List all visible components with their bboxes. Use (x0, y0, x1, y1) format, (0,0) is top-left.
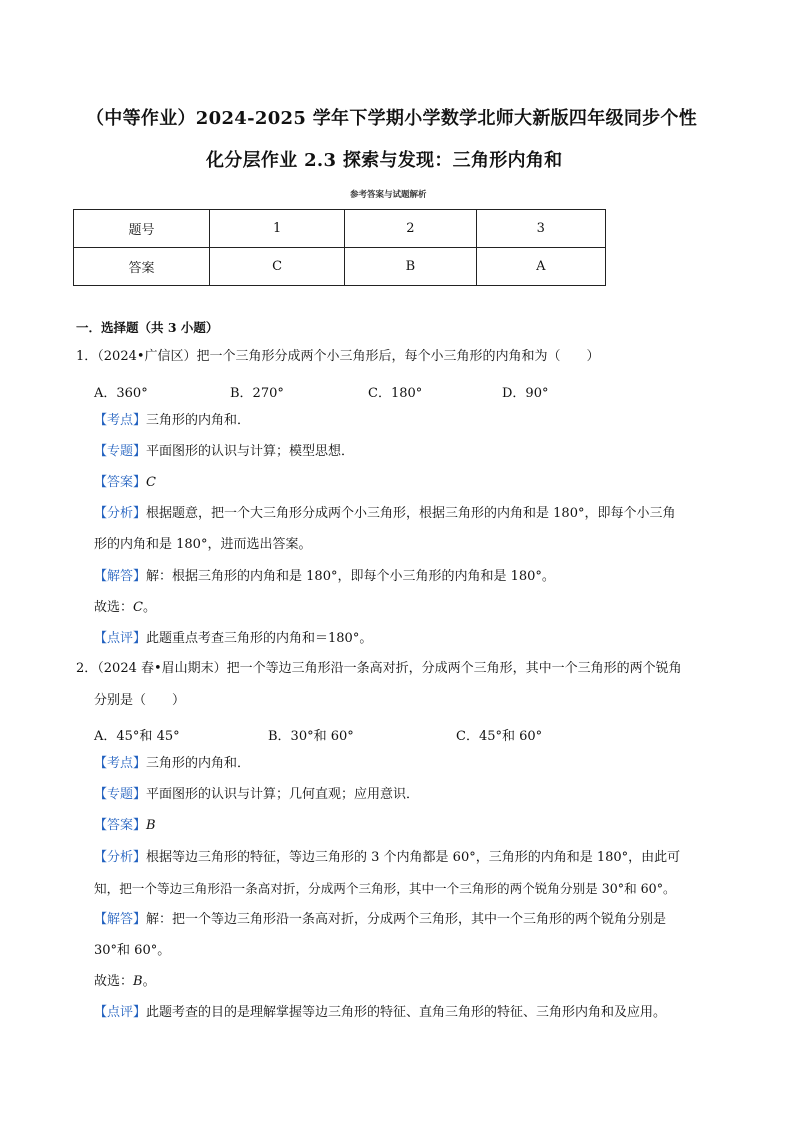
table-cell: 1 (210, 210, 345, 248)
table-cell: 3 (476, 210, 605, 248)
q2-option-b: B．30°和 60° (268, 729, 354, 744)
q2-dianping: 【点评】此题考查的目的是理解掌握等边三角形的特征、直角三角形的特征、三角形内角和及应用。 (94, 1005, 667, 1020)
label-tag: 【分析】 (94, 506, 147, 521)
q2-kaodian: 【考点】三角形的内角和． (94, 756, 251, 771)
q2-fenxi-line1: 【分析】根据等边三角形的特征，等边三角形的 3 个内角都是 60°，三角形的内角和是 180°，由此可 (94, 850, 681, 865)
label-tag: 【点评】 (94, 1005, 147, 1020)
label-tag: 【答案】 (94, 818, 147, 833)
label-tag: 【专题】 (94, 787, 147, 802)
question-2-stem-line2: 分别是（ ） (94, 693, 186, 708)
label-tag: 【点评】 (94, 631, 147, 646)
q2-option-a: A．45°和 45° (94, 729, 180, 744)
label-tag: 【专题】 (94, 444, 147, 459)
q1-option-a: A．360° (94, 386, 148, 401)
subtitle: 参考答案与试题解析 (350, 190, 427, 200)
table-cell: C (210, 248, 345, 286)
table-header-number: 题号 (74, 210, 210, 248)
q1-jieda: 【解答】解：根据三角形的内角和是 180°，即每个小三角形的内角和是 180°。 (94, 569, 555, 584)
table-cell: A (476, 248, 605, 286)
table-cell: B (345, 248, 476, 286)
table-row (74, 210, 606, 248)
q2-jieda-line2: 30°和 60°。 (94, 943, 171, 958)
q2-fenxi-line2: 知，把一个等边三角形沿一条高对折，分成两个三角形，其中一个三角形的两个锐角分别是 30°和 60°。 (94, 881, 676, 896)
q2-jieda-line1: 【解答】解：把一个等边三角形沿一条高对折，分成两个三角形，其中一个三角形的两个锐角分别是 (94, 912, 667, 927)
section-heading: 一．选择题（共 3 小题） (76, 320, 219, 335)
q1-option-c: C．180° (368, 386, 423, 401)
q1-guxuan: 故选：C。 (94, 600, 156, 615)
q1-option-b: B．270° (230, 386, 284, 401)
q2-zhuanti: 【专题】平面图形的认识与计算；几何直观；应用意识． (94, 787, 420, 802)
q1-fenxi-line1: 【分析】根据题意，把一个大三角形分成两个小三角形，根据三角形的内角和是 180°，即每个小三角 (94, 506, 676, 521)
q2-option-c: C．45°和 60° (456, 729, 543, 744)
label-tag: 【分析】 (94, 850, 147, 865)
q1-option-d: D．90° (502, 386, 549, 401)
table-header-answer: 答案 (74, 248, 210, 286)
answer-table (73, 209, 606, 286)
q1-zhuanti: 【专题】平面图形的认识与计算；模型思想． (94, 444, 355, 459)
q2-daan: 【答案】B (94, 818, 156, 833)
q1-daan: 【答案】C (94, 475, 156, 490)
question-1-stem: 1．（2024•广信区）把一个三角形分成两个小三角形后，每个小三角形的内角和为（ ） (76, 349, 600, 364)
label-tag: 【解答】 (94, 569, 147, 584)
label-tag: 【解答】 (94, 912, 147, 927)
page-title-line2: 化分层作业 2.3 探索与发现：三角形内角和 (206, 150, 563, 171)
page-title-line1: （中等作业）2024-2025 学年下学期小学数学北师大新版四年级同步个性 (86, 108, 698, 129)
table-cell: 2 (345, 210, 476, 248)
table-row (74, 248, 606, 286)
question-2-stem-line1: 2．（2024 春•眉山期末）把一个等边三角形沿一条高对折，分成两个三角形，其中一个三角形的两个锐角 (76, 661, 682, 676)
q2-guxuan: 故选：B。 (94, 974, 156, 989)
q1-fenxi-line2: 形的内角和是 180°，进而选出答案。 (94, 537, 312, 552)
label-tag: 【答案】 (94, 475, 147, 490)
q1-dianping: 【点评】此题重点考查三角形的内角和＝180°。 (94, 631, 373, 646)
label-tag: 【考点】 (94, 756, 147, 771)
q1-kaodian: 【考点】三角形的内角和． (94, 413, 251, 428)
label-tag: 【考点】 (94, 413, 147, 428)
